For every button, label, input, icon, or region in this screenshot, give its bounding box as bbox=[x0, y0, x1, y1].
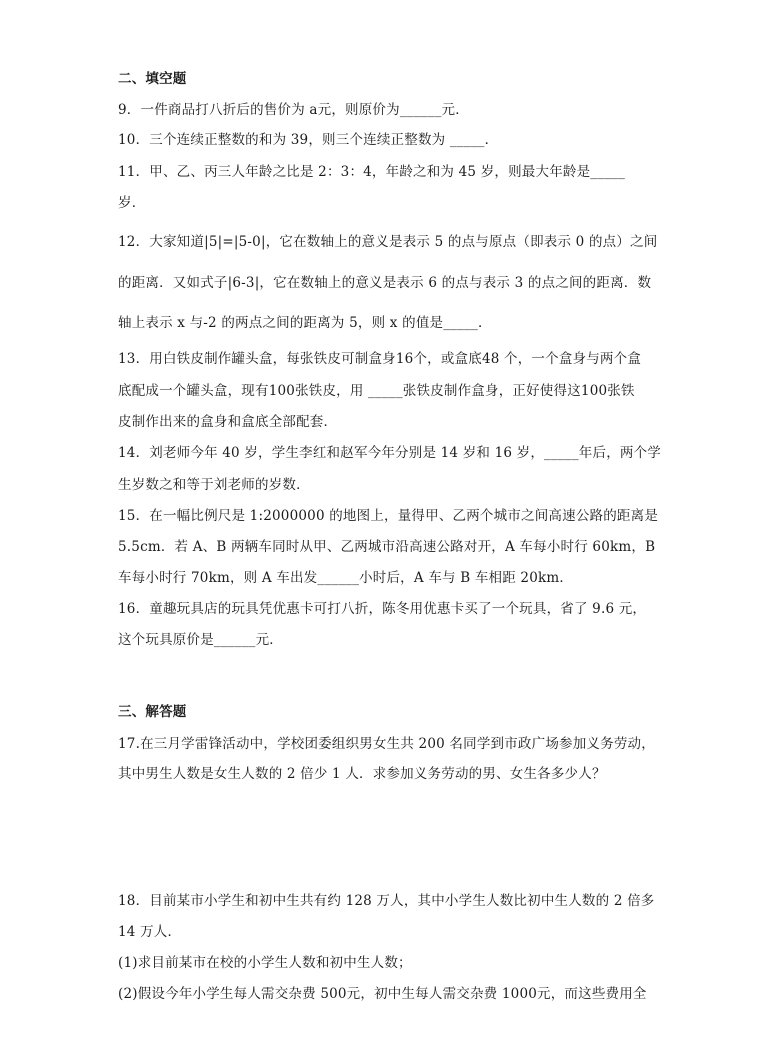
question-17-line-1: 17.在三月学雷锋活动中，学校团委组织男女生共 200 名同学到市政广场参加义务劳动， bbox=[118, 736, 655, 752]
question-10-line-1: 10．三个连续正整数的和为 39，则三个连续正整数为 _____． bbox=[118, 132, 499, 148]
question-14-line-2: 生岁数之和等于刘老师的岁数． bbox=[118, 477, 310, 493]
question-16-line-2: 这个玩具原价是______元． bbox=[118, 632, 283, 648]
question-17-line-2: 其中男生人数是女生人数的 2 倍少 1 人．求参加义务劳动的男、女生各多少人？ bbox=[118, 766, 606, 782]
question-9-line-1: 9．一件商品打八折后的售价为 a元，则原价为______元． bbox=[118, 102, 469, 118]
question-11-line-1: 11．甲、乙、丙三人年龄之比是 2：3：4，年龄之和为 45 岁，则最大年龄是_____ bbox=[118, 164, 626, 180]
question-18-part-1: (1)求目前某市在校的小学生人数和初中生人数； bbox=[118, 955, 412, 971]
question-13-line-2: 底配成一个罐头盒，现有100张铁皮，用 _____张铁皮制作盒身，正好使得这100张铁 bbox=[118, 383, 635, 399]
question-12-line-2: 的距离．又如式子|6-3|，它在数轴上的意义是表示 6 的点与表示 3 的点之间的距离．数 bbox=[118, 275, 652, 291]
section-heading-solve: 三、解答题 bbox=[118, 704, 187, 720]
question-15-line-2: 5.5cm．若 A、B 两辆车同时从甲、乙两城市沿高速公路对开，A 车每小时行 60km，B bbox=[118, 539, 656, 555]
question-18-line-2: 14 万人． bbox=[118, 924, 182, 940]
question-13-line-3: 皮制作出来的盒身和盒底全部配套． bbox=[118, 414, 338, 430]
question-12-line-1: 12．大家知道|5|=|5-0|，它在数轴上的意义是表示 5 的点与原点（即表示 0 的点）之间 bbox=[118, 234, 658, 250]
question-15-line-3: 车每小时行 70km，则 A 车出发______小时后，A 车与 B 车相距 20km． bbox=[118, 570, 574, 586]
question-14-line-1: 14．刘老师今年 40 岁，学生李红和赵军今年分别是 14 岁和 16 岁，_____年后，两个学 bbox=[118, 445, 662, 461]
question-13-line-1: 13．用白铁皮制作罐头盒，每张铁皮可制盒身16个，或盒底48 个，一个盒身与两个盒 bbox=[118, 351, 642, 367]
question-16-line-1: 16．童趣玩具店的玩具凭优惠卡可打八折，陈冬用优惠卡买了一个玩具，省了 9.6 元， bbox=[118, 601, 647, 617]
question-18-part-2: (2)假设今年小学生每人需交杂费 500元，初中生每人需交杂费 1000元，而这些费用全 bbox=[118, 986, 647, 1002]
question-18-line-1: 18．目前某市小学生和初中生共有约 128 万人，其中小学生人数比初中生人数的 2 倍多 bbox=[118, 893, 655, 909]
question-12-line-3: 轴上表示 x 与-2 的两点之间的距离为 5，则 x 的值是_____． bbox=[118, 315, 492, 331]
question-11-line-2: 岁． bbox=[118, 195, 146, 211]
question-15-line-1: 15．在一幅比例尺是 1:2000000 的地图上，量得甲、乙两个城市之间高速公路的距离是 bbox=[118, 508, 659, 524]
section-heading-fill-in: 二、填空题 bbox=[118, 71, 187, 87]
